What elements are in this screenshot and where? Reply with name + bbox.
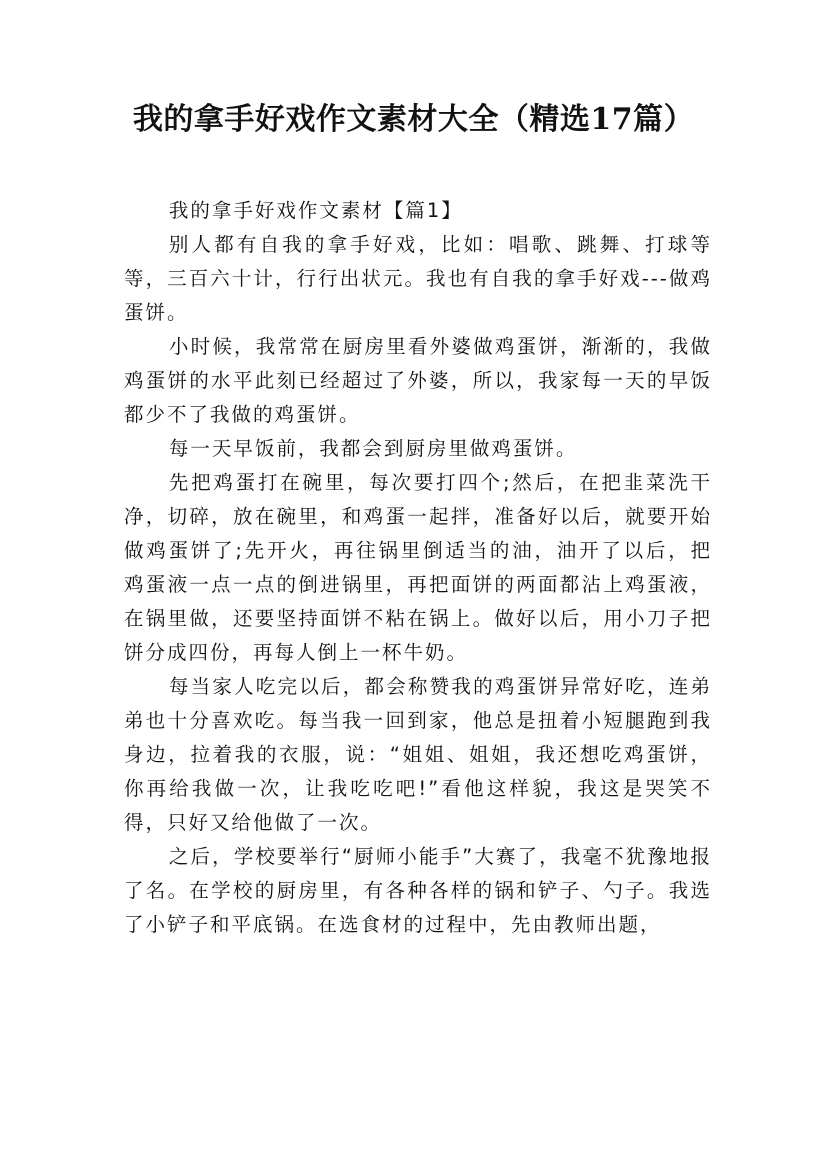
paragraph: 先把鸡蛋打在碗里，每次要打四个;然后，在把韭菜洗干净，切碎，放在碗里，和鸡蛋一起拌，准备好以后，就要开始做鸡蛋饼了;先开火，再往锅里倒适当的油，油开了以后，把鸡蛋液一点一点的倒进锅里，再把面饼的两面都沾上鸡蛋液，在锅里做，还要坚持面饼不粘在锅上。做好以后，用小刀子把饼分成四份，再每人倒上一杯牛奶。 [124,471,712,664]
article-body [124,194,712,942]
paragraph: 别人都有自我的拿手好戏，比如：唱歌、跳舞、打球等等，三百六十计，行行出状元。我也有自我的拿手好戏---做鸡蛋饼。 [124,233,712,324]
paragraph: 每一天早饭前，我都会到厨房里做鸡蛋饼。 [168,437,578,460]
paragraph: 每当家人吃完以后，都会称赞我的鸡蛋饼异常好吃，连弟弟也十分喜欢吃。每当我一回到家，他总是扭着小短腿跑到我身边，拉着我的衣服，说：“姐姐、姐姐，我还想吃鸡蛋饼，你再给我做一次，让我吃吃吧!”看他这样貌，我这是哭笑不得，只好又给他做了一次。 [124,675,712,834]
section-heading: 我的拿手好戏作文素材【篇1】 [168,199,463,222]
paragraph: 之后，学校要举行“厨师小能手”大赛了，我毫不犹豫地报了名。在学校的厨房里，有各种各样的锅和铲子、勺子。我选了小铲子和平底锅。在选食材的过程中，先由教师出题， [124,845,712,936]
document-title: 我的拿手好戏作文素材大全（精选17篇） [132,102,695,137]
paragraph: 小时候，我常常在厨房里看外婆做鸡蛋饼，渐渐的，我做鸡蛋饼的水平此刻已经超过了外婆，所以，我家每一天的早饭都少不了我做的鸡蛋饼。 [124,335,712,426]
